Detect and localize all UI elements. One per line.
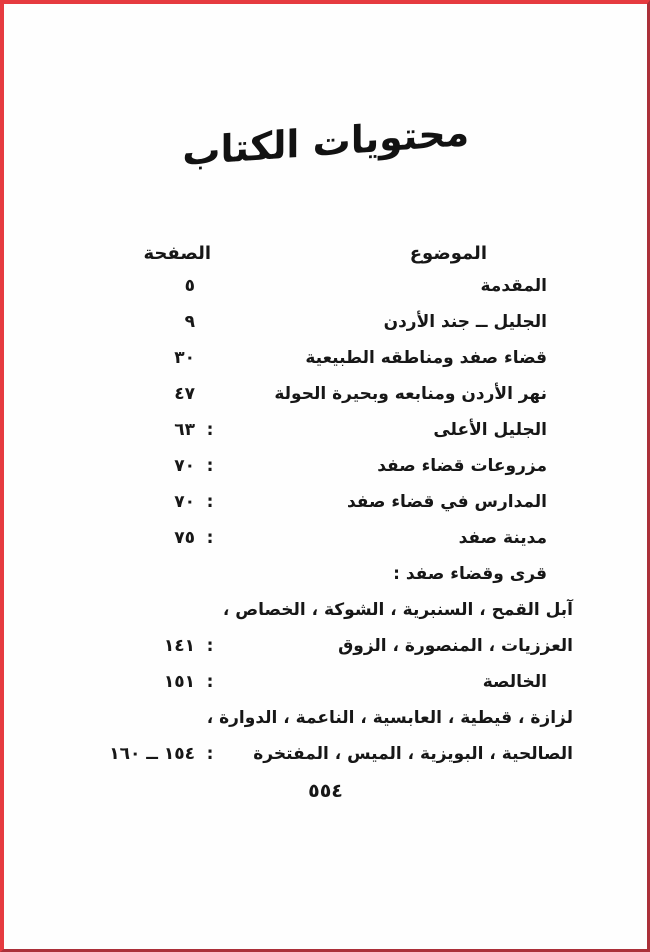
toc-row	[78, 448, 547, 484]
toc-subject: لزازة ، قيطية ، العابسية ، الناعمة ، الدوارة ،	[206, 708, 573, 728]
toc-subject: الصالحية ، البويزية ، الميس ، المفتخرة	[253, 744, 573, 764]
toc-page-cell	[78, 744, 225, 764]
toc-page-cell	[78, 348, 225, 368]
toc-subject: مدينة صفد	[458, 528, 547, 548]
toc-page-number: ٤٧	[174, 384, 195, 404]
toc-colon: :	[206, 492, 214, 512]
toc-subject: الجليل الأعلى	[433, 420, 547, 440]
toc-page-cell	[78, 276, 225, 296]
toc-page-cell	[78, 636, 225, 656]
toc-page-number: ١٥١	[163, 672, 195, 692]
toc-header-row	[78, 238, 547, 268]
toc-colon: :	[206, 420, 214, 440]
toc-row	[78, 628, 573, 664]
toc-subject: نهر الأردن ومنابعه وبحيرة الحولة	[274, 384, 547, 404]
toc-row	[78, 268, 547, 304]
toc-colon: :	[206, 636, 214, 656]
toc-page-cell	[78, 312, 225, 332]
toc-colon: :	[206, 456, 214, 476]
toc-page-number: ٣٠	[174, 348, 195, 368]
toc-page-cell	[78, 420, 225, 440]
toc-page-cell	[78, 456, 225, 476]
toc-subject: المقدمة	[480, 276, 547, 296]
toc-header-subject: الموضوع	[409, 242, 487, 264]
toc-page-number: ٩	[184, 312, 195, 332]
toc-subject: الجليل ــ جند الأردن	[383, 312, 547, 332]
toc-page-number: ١٤١	[163, 636, 195, 656]
toc-row	[78, 592, 573, 628]
toc-row	[78, 340, 547, 376]
toc-row	[78, 304, 547, 340]
toc-subject: الخالصة	[482, 672, 547, 692]
toc-colon: :	[206, 672, 214, 692]
footer-page-number: ٥٥٤	[308, 780, 343, 802]
toc-page-cell	[78, 384, 225, 404]
toc-colon: :	[206, 744, 214, 764]
toc-row	[78, 700, 573, 736]
toc-row	[78, 520, 547, 556]
toc-row	[78, 664, 547, 700]
toc-page-cell	[78, 528, 225, 548]
toc-subject: قرى وقضاء صفد :	[393, 564, 547, 584]
toc-page-number: ١٥٤ ــ ١٦٠	[109, 744, 195, 764]
toc-page-number: ٧٠	[174, 456, 195, 476]
toc-subject: المدارس في قضاء صفد	[346, 492, 547, 512]
toc-header-page: الصفحة	[143, 242, 211, 264]
toc-row	[78, 412, 547, 448]
toc-page-number: ٧٥	[174, 528, 195, 548]
toc-page-number: ٦٣	[174, 420, 195, 440]
toc-subject: مزروعات قضاء صفد	[377, 456, 547, 476]
toc-subject: قضاء صفد ومناطقه الطبيعية	[305, 348, 547, 368]
toc-row	[78, 484, 547, 520]
toc-row	[78, 376, 547, 412]
toc-subject: العززيات ، المنصورة ، الزوق	[338, 636, 573, 656]
table-of-contents	[78, 238, 573, 772]
toc-row	[78, 736, 573, 772]
toc-page-cell	[78, 492, 225, 512]
toc-colon: :	[206, 528, 214, 548]
toc-page-number: ٥	[184, 276, 195, 296]
toc-subject: آبل القمح ، السنبرية ، الشوكة ، الخصاص ،	[222, 600, 573, 620]
toc-page-cell	[78, 672, 225, 692]
title-area	[4, 109, 647, 204]
book-contents-calligraphy-title: محتويات الكتاب	[182, 109, 469, 175]
toc-row	[78, 556, 547, 592]
toc-page-number: ٧٠	[174, 492, 195, 512]
